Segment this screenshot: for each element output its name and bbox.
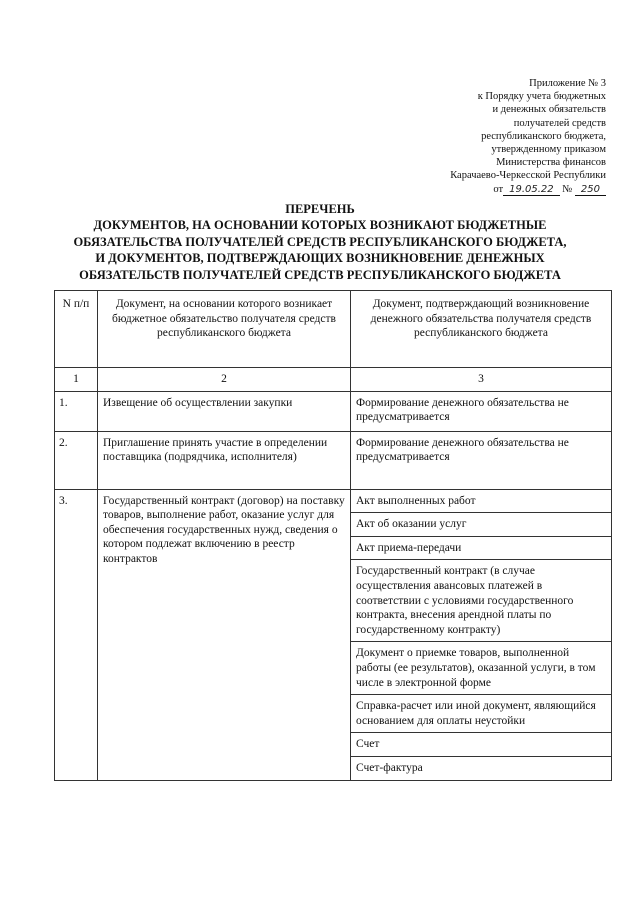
header-basis-document: Документ, на основании которого возникает бюджетное обязательство получателя средств республиканского бюджета	[98, 291, 351, 368]
confirming-document: Акт об оказании услуг	[351, 513, 611, 537]
confirming-document: Акт выполненных работ	[351, 490, 611, 514]
header-confirming-document: Документ, подтверждающий возникновение денежного обязательства получателя средств республиканского бюджета	[351, 291, 612, 368]
row-number: 2.	[55, 431, 98, 489]
appendix-line: к Порядку учета бюджетных	[477, 91, 606, 103]
table-row	[55, 391, 612, 431]
date-prefix: от	[493, 183, 504, 195]
confirming-document: Формирование денежного обязательства не предусматривается	[351, 431, 612, 489]
documents-table	[54, 290, 612, 781]
confirming-document: Справка-расчет или иной документ, являющийся основанием для оплаты неустойки	[351, 695, 611, 733]
appendix-line: и денежных обязательств	[492, 104, 606, 116]
column-number: 3	[351, 368, 612, 392]
confirming-document: Акт приема-передачи	[351, 537, 611, 561]
confirming-document: Формирование денежного обязательства не предусматривается	[351, 391, 612, 431]
column-number-row	[55, 368, 612, 392]
column-number: 1	[55, 368, 98, 392]
header-number: N п/п	[55, 291, 98, 368]
appendix-line: утвержденному приказом	[491, 144, 606, 156]
table-row	[55, 489, 612, 780]
confirming-documents-list	[351, 489, 612, 780]
column-number: 2	[98, 368, 351, 392]
confirming-document: Документ о приемке товаров, выполненной работы (ее результатов), оказанной услуги, в том числе в электронной форме	[351, 642, 611, 695]
basis-document: Извещение об осуществлении закупки	[98, 391, 351, 431]
order-date-line	[386, 183, 606, 196]
appendix-line: Карачаево-Черкесской Республики	[450, 170, 606, 182]
title-line: ПЕРЕЧЕНЬ	[285, 202, 355, 216]
confirming-document: Государственный контракт (в случае осуществления авансовых платежей в соответствии с условиями государственного контракта, внесения арендной платы по государственному контракту)	[351, 560, 611, 642]
title-line: ОБЯЗАТЕЛЬСТВА ПОЛУЧАТЕЛЕЙ СРЕДСТВ РЕСПУБЛИКАНСКОГО БЮДЖЕТА,	[73, 234, 567, 249]
table-header-row	[55, 291, 612, 368]
appendix-line: Приложение № 3	[529, 78, 606, 89]
appendix-block	[386, 77, 606, 196]
row-number: 1.	[55, 391, 98, 431]
basis-document: Государственный контракт (договор) на поставку товаров, выполнение работ, оказание услуг для обеспечения государственных нужд, сведения о котором подлежат включению в реестр контрактов	[98, 489, 351, 780]
document-title	[40, 201, 600, 283]
title-line: ДОКУМЕНТОВ, НА ОСНОВАНИИ КОТОРЫХ ВОЗНИКАЮТ БЮДЖЕТНЫЕ	[93, 218, 547, 233]
table-row	[55, 431, 612, 489]
title-line: И ДОКУМЕНТОВ, ПОДТВЕРЖДАЮЩИХ ВОЗНИКНОВЕНИЕ ДЕНЕЖНЫХ	[95, 251, 545, 266]
number-prefix: №	[562, 183, 573, 195]
order-number: 250	[575, 184, 606, 196]
appendix-line: республиканского бюджета,	[481, 130, 606, 142]
appendix-line: получателей средств	[513, 117, 606, 129]
confirming-document: Счет	[351, 733, 611, 757]
row-number: 3.	[55, 489, 98, 780]
basis-document: Приглашение принять участие в определении поставщика (подрядчика, исполнителя)	[98, 431, 351, 489]
title-line: ОБЯЗАТЕЛЬСТВ ПОЛУЧАТЕЛЕЙ СРЕДСТВ РЕСПУБЛИКАНСКОГО БЮДЖЕТА	[79, 267, 561, 282]
order-date: 19.05.22	[503, 184, 560, 196]
confirming-document: Счет-фактура	[356, 761, 423, 774]
appendix-line: Министерства финансов	[496, 157, 606, 169]
